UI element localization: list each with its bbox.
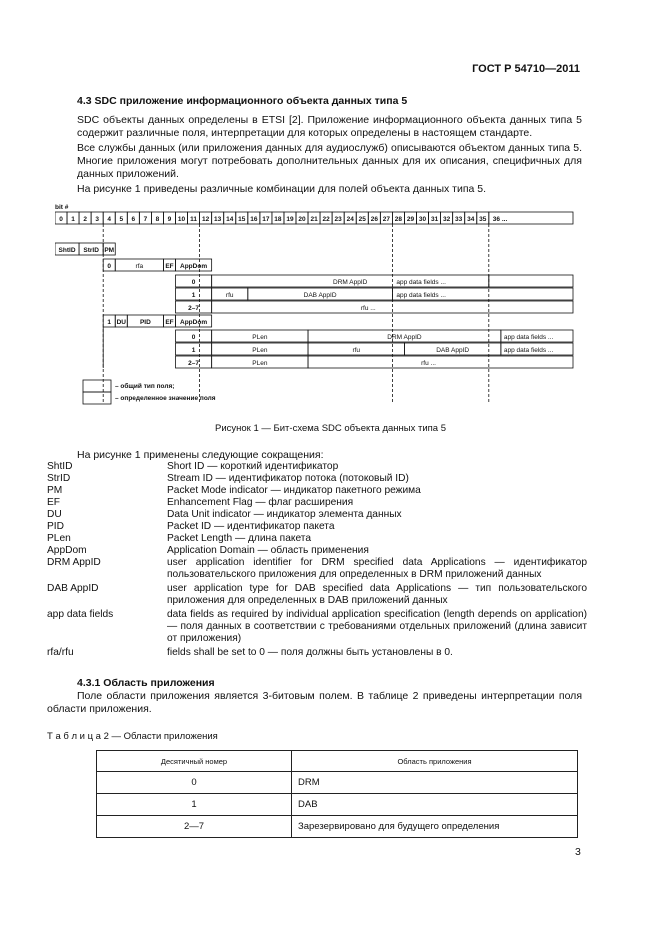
bit-number: 12 (202, 216, 210, 223)
field-label: PLen (252, 360, 268, 367)
bit-number: 36 ... (492, 216, 508, 223)
bit-number: 29 (406, 216, 415, 223)
legend-box-specific (83, 392, 111, 404)
bit-number: 28 (394, 216, 403, 223)
table-cell: DAB (292, 794, 578, 816)
bit-number: 7 (143, 216, 148, 223)
bit-number: 16 (250, 216, 258, 223)
field-label: rfu ... (421, 360, 436, 367)
bit-number: 21 (310, 216, 318, 223)
abbreviation-value: user application identifier for DRM specified data Applications — идентификатор пользовательского приложения для определенных в DRM приложений данных (167, 557, 587, 580)
table-row (97, 772, 578, 794)
abbreviation-key: PLen (47, 533, 71, 544)
appdom-value: 0 (191, 334, 196, 341)
bit-number: 20 (298, 216, 306, 223)
abbreviation-key: rfa/rfu (47, 647, 74, 658)
bit-number: 0 (59, 216, 63, 223)
subsection-text: Поле области приложения является 3-битовым полем. В таблице 2 приведены интерпретации поля области приложения. (47, 690, 582, 715)
abbreviation-value: Stream ID — идентификатор потока (потоковый ID) (167, 473, 409, 484)
legend-box-common (83, 380, 111, 392)
figure-caption: Рисунок 1 — Бит-схема SDC объекта данных типа 5 (214, 423, 447, 434)
paragraph-2: Все службы данных (или приложения данных для аудиослужб) описываются объектом данных типа 5. Многие приложения могут потребовать дополнительных данных для их описания, специфичных для данных приложений. (77, 142, 582, 180)
bit-number: 25 (358, 216, 366, 223)
bit-number: 34 (467, 216, 475, 223)
appdom-value: 1 (191, 292, 196, 299)
section-title: 4.3 SDC приложение информационного объекта данных типа 5 (77, 95, 408, 107)
paragraph-3: На рисунке 1 приведены различные комбинации для полей объекта данных типа 5. (77, 183, 487, 195)
abbreviation-value: Enhancement Flag — флаг расширения (167, 497, 354, 508)
field-label: DU (116, 319, 126, 326)
bit-number: 4 (107, 216, 112, 223)
table-title: Т а б л и ц а 2 — Области приложения (47, 731, 218, 742)
bit-diagram-svg (55, 203, 590, 413)
abbreviation-key: DRM AppID (47, 557, 101, 568)
abbreviation-value: Short ID — короткий идентификатор (167, 461, 339, 472)
table-cell: 1 (97, 794, 292, 816)
field-label: app data fields ... (503, 347, 554, 354)
bit-number: 2 (83, 216, 87, 223)
bit-number: 32 (443, 216, 451, 223)
bit-number: 1 (71, 216, 75, 223)
abbreviation-key: StrID (47, 473, 71, 484)
field-label: rfu ... (360, 305, 376, 312)
field-rfu-wide (308, 356, 573, 368)
field-label: app data fields ... (503, 334, 554, 341)
document-id: ГОСТ Р 54710—2011 (472, 63, 580, 75)
field-label: PM (104, 247, 115, 254)
bit-number: 9 (167, 216, 172, 223)
appdom-value: 2–7 (188, 305, 200, 312)
bit-number: 24 (346, 216, 354, 223)
abbreviation-value: fields shall be set to 0 — поля должны быть установлены в 0. (167, 647, 453, 658)
bit-number: 11 (190, 216, 198, 223)
field-label: StrID (83, 247, 99, 254)
abbreviation-value: data fields as required by individual application specification (length depends on application) — поля данных в соответствии с требованиями отдельных приложений (длина зависит от приложения) (167, 609, 587, 644)
field-label: rfu (352, 347, 361, 354)
abbreviation-key: ShtID (47, 461, 73, 472)
bit-number-label: bit # (55, 204, 69, 211)
abbreviation-value: Application Domain — область применения (167, 545, 369, 556)
field-label: PLen (252, 334, 268, 341)
subsection-title: 4.3.1 Область приложения (77, 677, 215, 689)
legend-specific-text: – определенное значение поля (115, 395, 216, 402)
bit-number: 13 (214, 216, 222, 223)
field-label: DRM AppID (333, 279, 368, 286)
bit-number: 31 (430, 216, 439, 223)
table-header-cell: Десятичный номер (97, 751, 292, 772)
bit-number: 6 (131, 216, 136, 223)
page-number: 3 (575, 846, 581, 858)
bit-number: 15 (238, 216, 246, 223)
table-row (97, 816, 578, 838)
abbreviation-key: PM (47, 485, 63, 496)
appdom-value: 1 (191, 347, 196, 354)
bit-number: 17 (262, 216, 270, 223)
abbreviation-value: Packet Mode indicator — индикатор пакетного режима (167, 485, 421, 496)
abbreviations-intro: На рисунке 1 применены следующие сокращения: (77, 449, 324, 461)
abbreviation-value: Packet ID — идентификатор пакета (167, 521, 335, 532)
bit-number: 10 (177, 216, 186, 223)
abbreviation-key: DU (47, 509, 62, 520)
field-label: AppDom (180, 319, 208, 326)
abbreviation-value: user application type for DAB specified data Applications — тип пользовательского приложения для определенных в DAB приложений данных (167, 583, 587, 606)
abbreviation-key: app data fields (47, 609, 114, 620)
field-label: app data fields ... (396, 292, 446, 299)
abbreviation-key: AppDom (47, 545, 87, 556)
field-label: PLen (252, 347, 268, 354)
field-label: AppDom (180, 263, 208, 270)
appdom-value: 0 (191, 279, 196, 286)
bit-number: 3 (95, 216, 99, 223)
abbreviation-value: Data Unit indicator — индикатор элемента данных (167, 509, 402, 520)
bit-number: 18 (274, 216, 282, 223)
table-row (97, 794, 578, 816)
field-label: DAB AppID (303, 292, 337, 299)
field-label: ShtID (58, 247, 76, 254)
bit-number: 33 (455, 216, 463, 223)
bit-number: 35 (479, 216, 487, 223)
field-label: DRM AppID (387, 334, 422, 341)
application-domain-table (96, 750, 578, 838)
abbreviation-key: PID (47, 521, 64, 532)
bit-number: 27 (382, 216, 390, 223)
field-label: PID (139, 319, 151, 326)
bit-number: 8 (155, 216, 160, 223)
bit-number: 30 (418, 216, 427, 223)
field-label: rfu (225, 292, 234, 299)
table-header-row (97, 751, 578, 772)
field-label: 0 (107, 263, 112, 270)
table-header-cell: Область приложения (292, 751, 578, 772)
field-app-data (489, 275, 573, 287)
abbreviation-key: DAB AppID (47, 583, 99, 594)
abbreviation-key: EF (47, 497, 61, 508)
table-cell: Зарезервировано для будущего определения (292, 816, 578, 838)
table-cell: 2—7 (97, 816, 292, 838)
field-label: EF (165, 319, 174, 326)
bit-number: 22 (322, 216, 330, 223)
field-label: DAB AppID (436, 347, 470, 354)
bit-number: 5 (119, 216, 124, 223)
field-label: 1 (107, 319, 112, 326)
legend-common-text: – общий тип поля; (115, 383, 175, 390)
table-cell: 0 (97, 772, 292, 794)
field-label: rfa (135, 263, 144, 270)
bit-number: 23 (334, 216, 342, 223)
bit-number: 14 (226, 216, 234, 223)
field-label: app data fields ... (396, 279, 446, 286)
abbreviation-value: Packet Length — длина пакета (167, 533, 311, 544)
table-cell: DRM (292, 772, 578, 794)
bit-number: 26 (370, 216, 378, 223)
bit-number: 19 (286, 216, 294, 223)
paragraph-1: SDC объекты данных определены в ETSI [2]. Приложение информационного объекта данных типа 5 содержит различные поля, интерпретации для которых определены в настоящем стандарте. (77, 114, 582, 139)
bit-diagram (55, 203, 590, 413)
field-label: EF (165, 263, 174, 270)
appdom-value: 2–7 (188, 360, 200, 367)
